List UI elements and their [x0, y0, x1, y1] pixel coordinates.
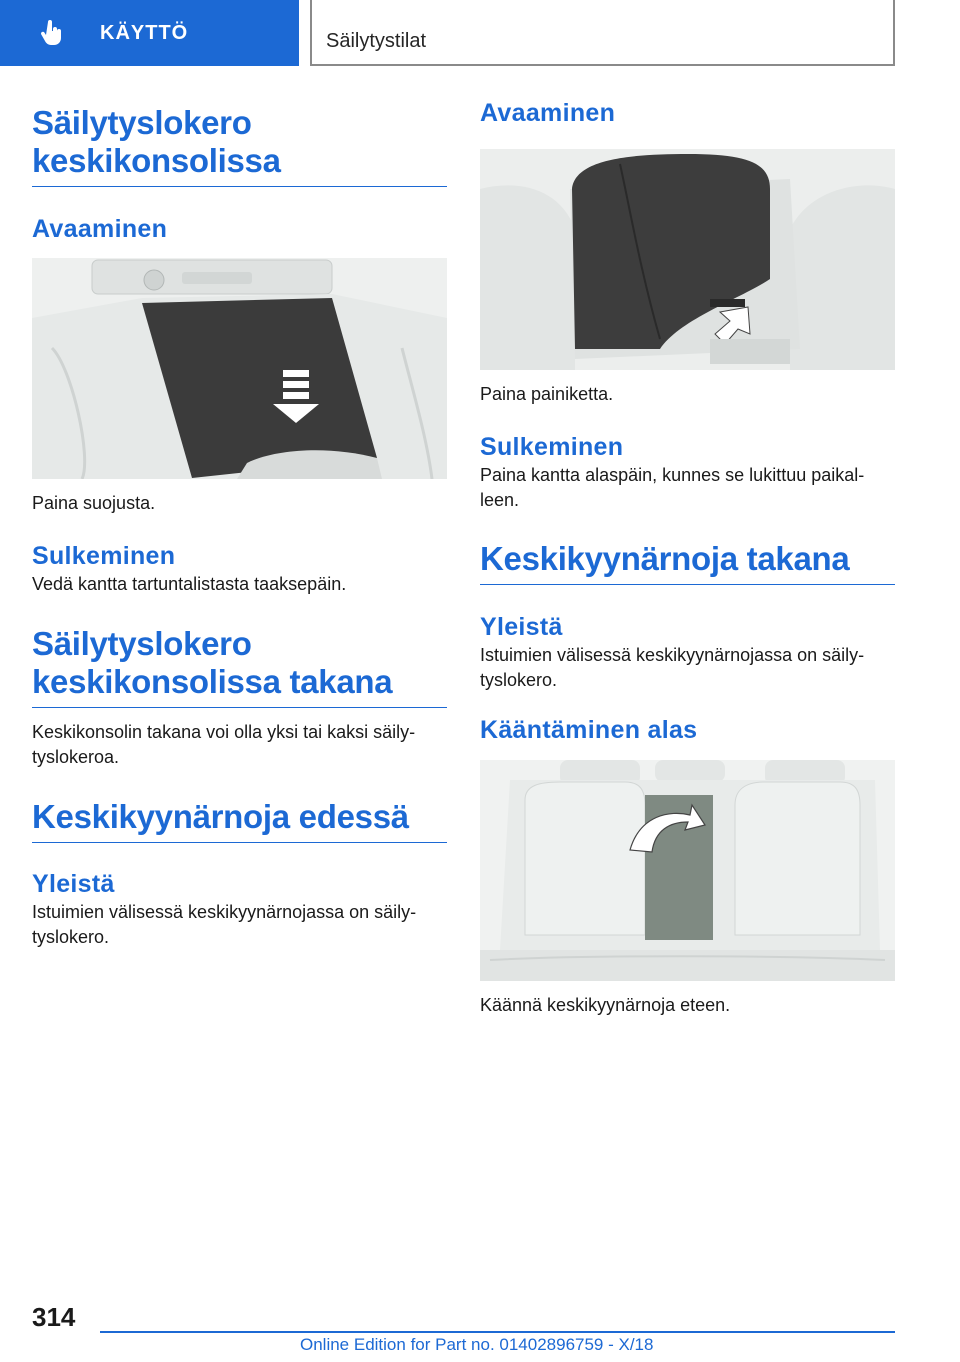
heading-armrest-rear: Keskikyynärnoja takana — [480, 540, 895, 585]
page-number: 314 — [32, 1302, 76, 1332]
header-divider-right — [893, 0, 895, 66]
heading-general-rear: Yleistä — [480, 613, 563, 641]
header-divider — [310, 0, 312, 66]
figure-armrest-fold — [480, 760, 895, 981]
footer-divider — [100, 1331, 895, 1333]
text-closing: Vedä kantta tartuntalistasta taaksepäin. — [32, 574, 347, 594]
heading-closing-rear: Sulkeminen — [480, 433, 624, 461]
text-closing-rear: Paina kantta alaspäin, kunnes se lukittuu paikal-leen. — [480, 465, 865, 510]
caption-press-cover: Paina suojusta. — [32, 493, 156, 513]
chapter-tab-label: KÄYTTÖ — [100, 21, 189, 44]
heading-opening: Avaaminen — [32, 215, 168, 243]
heading-closing: Sulkeminen — [32, 542, 176, 570]
right-column — [480, 98, 895, 1018]
text-general: Istuimien välisessä keskikyynärnojassa on säily-tyslokero. — [32, 902, 417, 947]
heading-storage-console: Säilytyslokero keskikonsolissa — [32, 104, 447, 187]
text-storage-rear: Keskikonsolin takana voi olla yksi tai kaksi säily-tyslokeroa. — [32, 722, 416, 767]
footer-edition: Online Edition for Part no. 01402896759 - X/18 — [300, 1335, 654, 1354]
heading-storage-rear: Säilytyslokero keskikonsolissa takana — [32, 625, 447, 708]
heading-general: Yleistä — [32, 870, 115, 898]
header-underline — [310, 64, 895, 66]
figure-armrest-button — [480, 149, 895, 370]
text-general-rear: Istuimien välisessä keskikyynärnojassa on säily-tyslokero. — [480, 645, 865, 690]
hand-pointer-icon — [38, 19, 66, 47]
caption-press-button: Paina painiketta. — [480, 384, 614, 404]
chapter-tab[interactable] — [0, 0, 299, 66]
figure-console-cover — [32, 258, 447, 479]
heading-opening-rear: Avaaminen — [480, 99, 616, 127]
left-column — [32, 104, 447, 950]
heading-fold-down: Kääntäminen alas — [480, 716, 698, 744]
heading-armrest-front: Keskikyynärnoja edessä — [32, 798, 447, 843]
section-title: Säilytystilat — [326, 30, 427, 52]
caption-fold: Käännä keskikyynärnoja eteen. — [480, 995, 731, 1015]
